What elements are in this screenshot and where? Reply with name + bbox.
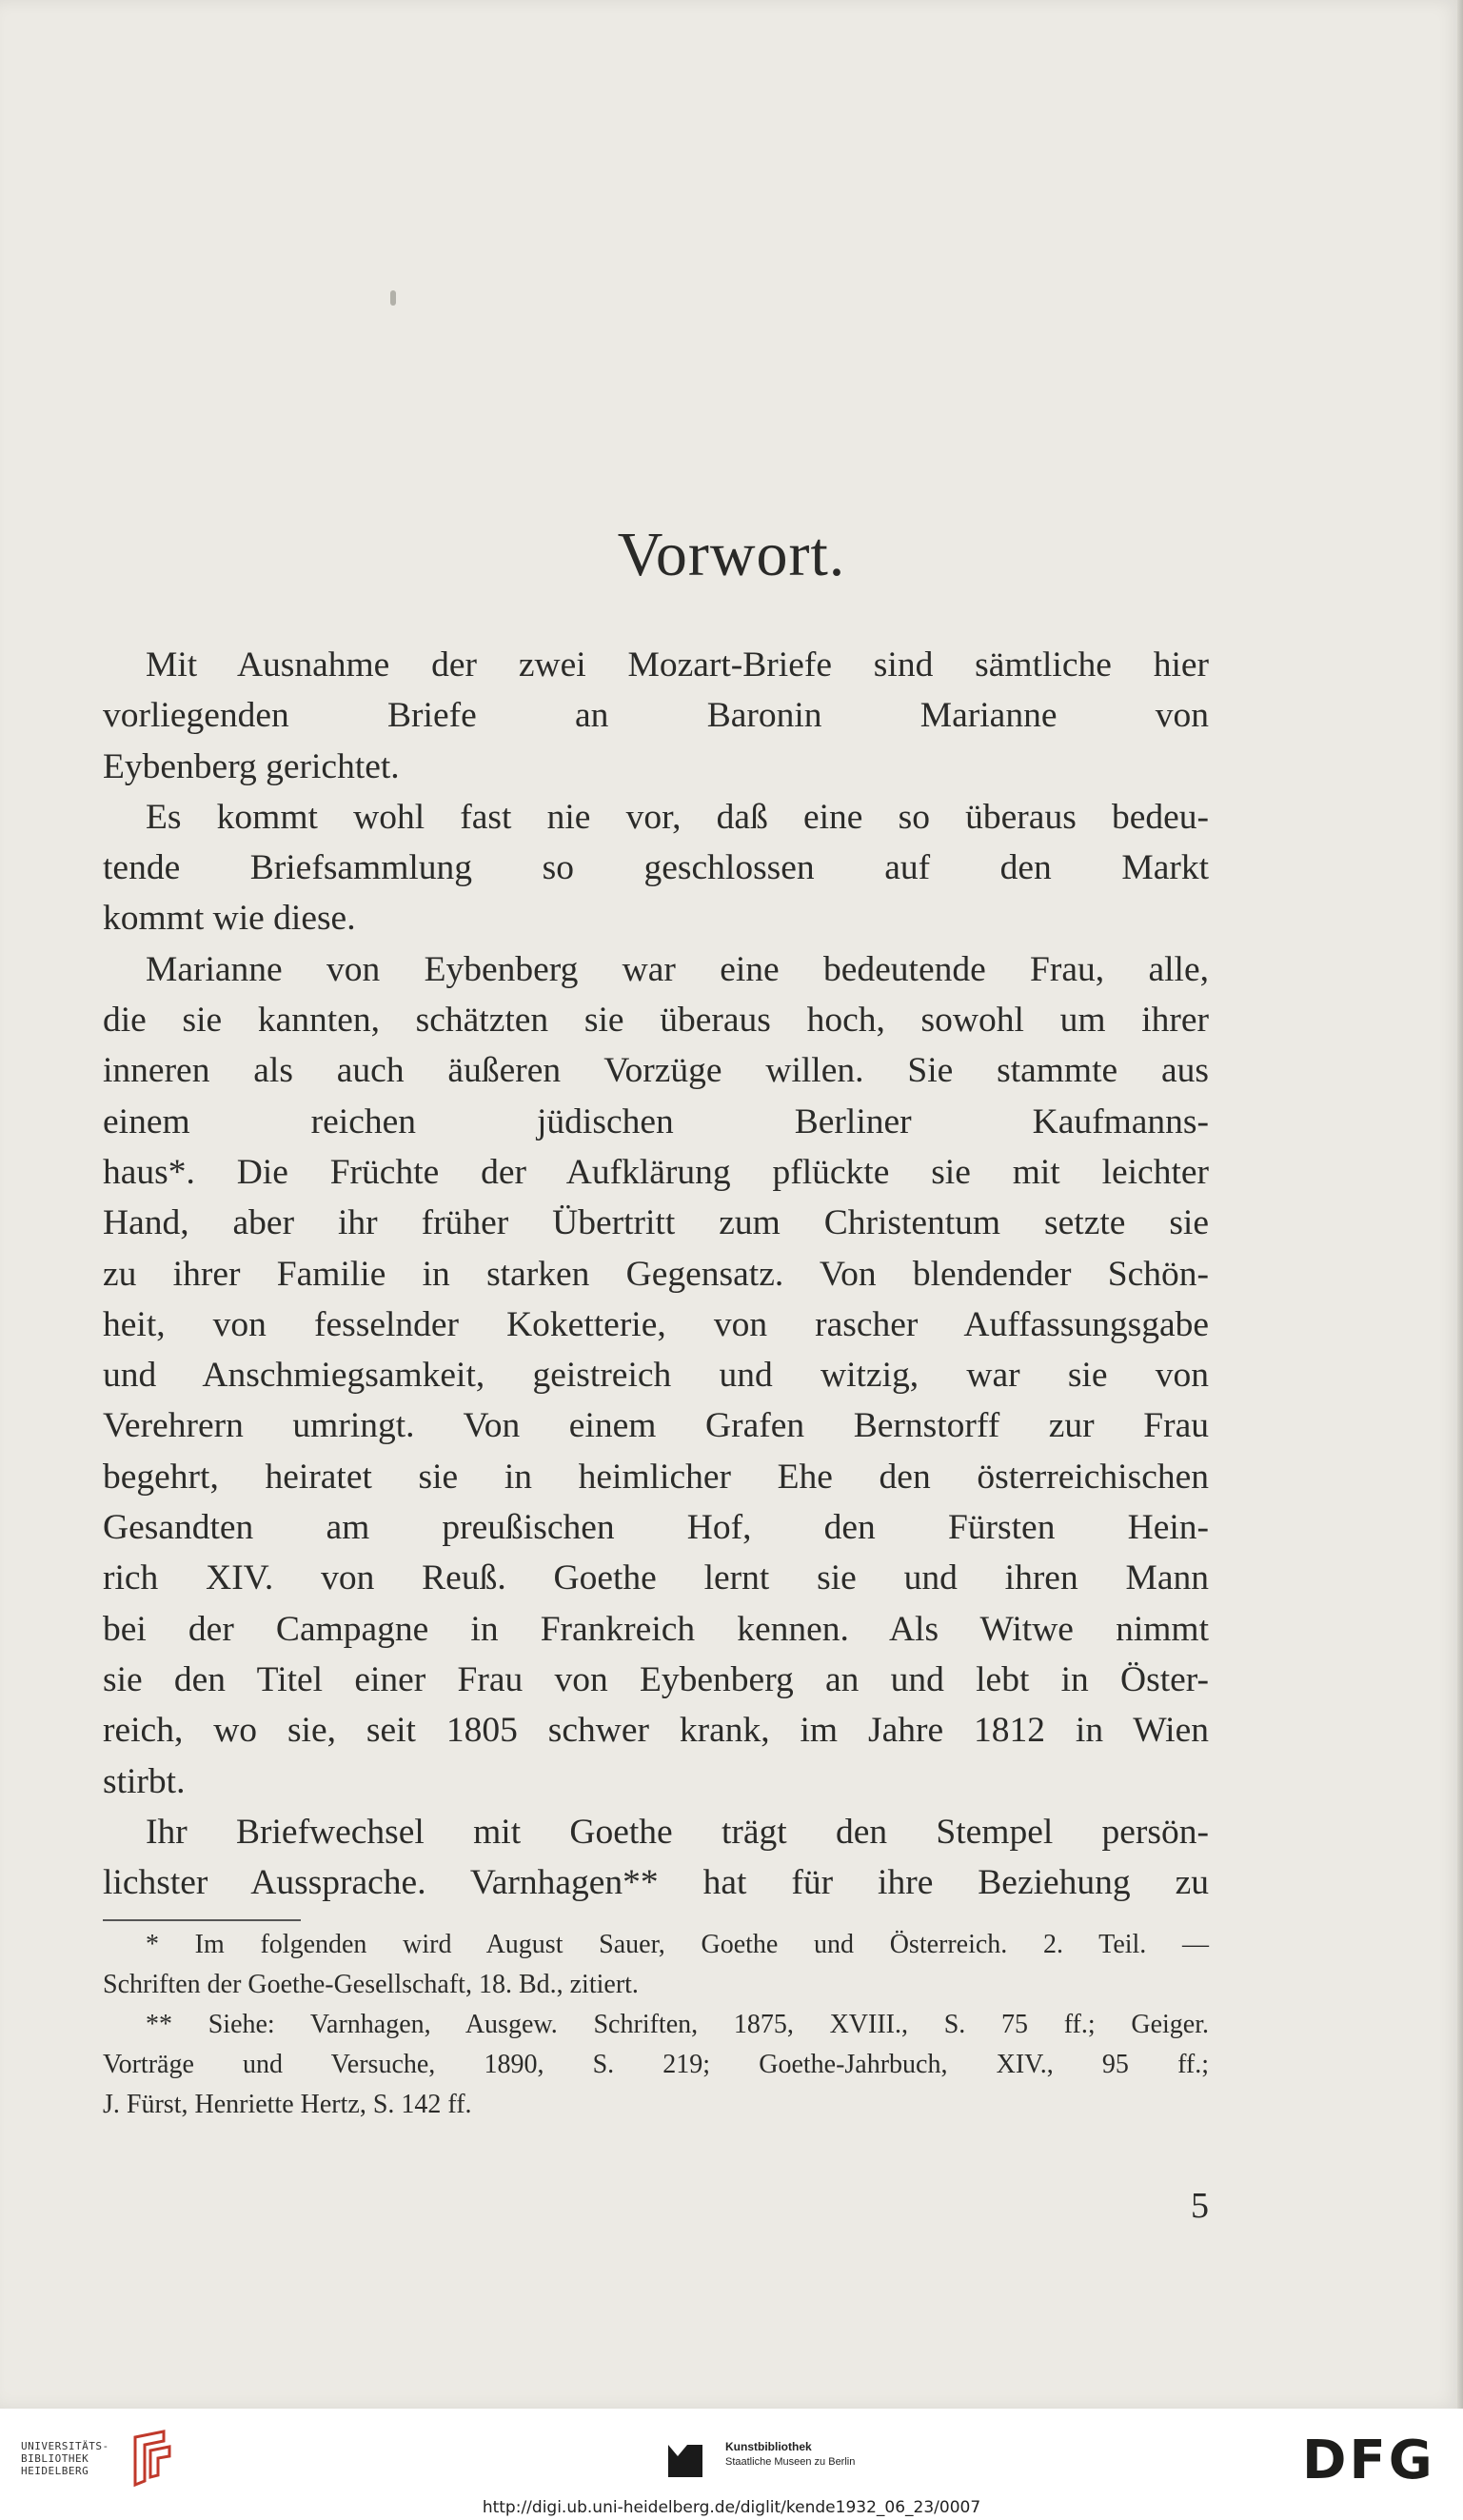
footnote-line: J. Fürst, Henriette Hertz, S. 142 ff.: [103, 2090, 472, 2119]
text-line: vorliegenden Briefe an Baronin Marianne von: [103, 696, 1209, 736]
text-line: kommt wie diese.: [103, 899, 356, 939]
text-line: einem reichen jüdischen Berliner Kaufmanns-: [103, 1101, 1209, 1141]
text-line: inneren als auch äußeren Vorzüge willen. Sie stammte aus: [103, 1051, 1209, 1091]
text-line: heit, von fesselnder Koketterie, von rascher Auffassungsgabe: [103, 1304, 1209, 1344]
text-line: haus*. Die Früchte der Aufklärung pflückte sie mit leichter: [103, 1152, 1209, 1192]
footnote-line: Schriften der Goethe-Gesellschaft, 18. Bd., zitiert.: [103, 1970, 639, 1999]
footnotes: [103, 1925, 1209, 2125]
text-line: Hand, aber ihr früher Übertritt zum Christentum setzte sie: [103, 1203, 1209, 1243]
dfg-logo: DFG: [1302, 2430, 1435, 2491]
text-line: sie den Titel einer Frau von Eybenberg an und lebt in Öster-: [103, 1659, 1209, 1699]
text-line: Verehrern umringt. Von einem Grafen Bernstorff zur Frau: [103, 1406, 1209, 1446]
text-line: begehrt, heiratet sie in heimlicher Ehe den österreichischen: [103, 1457, 1209, 1497]
text-line: bei der Campagne in Frankreich kennen. Als Witwe nimmt: [103, 1609, 1209, 1649]
university-library-label: [21, 2440, 109, 2477]
text-line: Es kommt wohl fast nie vor, daß eine so überaus bedeu-: [146, 797, 1209, 837]
kunstbibliothek-label: [725, 2439, 855, 2470]
text-line: Gesandten am preußischen Hof, den Fürsten Hein-: [103, 1508, 1209, 1548]
text-line: zu ihrer Familie in starken Gegensatz. Von blendender Schön-: [103, 1254, 1209, 1294]
text-line: lichster Aussprache. Varnhagen** hat für ihre Beziehung zu: [103, 1863, 1209, 1903]
footnote-line: Vorträge und Versuche, 1890, S. 219; Goethe-Jahrbuch, XIV., 95 ff.;: [103, 2050, 1209, 2079]
text-line: reich, wo sie, seit 1805 schwer krank, im Jahre 1812 in Wien: [103, 1711, 1209, 1751]
text-line: tende Briefsammlung so geschlossen auf den Markt: [103, 848, 1209, 888]
university-logo-icon: [126, 2428, 179, 2489]
kb-subtitle: Staatliche Museen zu Berlin: [725, 2456, 856, 2468]
text-line: Eybenberg gerichtet.: [103, 746, 400, 786]
footnote-line: * Im folgenden wird August Sauer, Goethe und Österreich. 2. Teil. —: [146, 1930, 1209, 1959]
text-line: rich XIV. von Reuß. Goethe lernt sie und ihren Mann: [103, 1558, 1209, 1598]
paper-speck: [390, 290, 396, 306]
footnote-line: ** Siehe: Varnhagen, Ausgew. Schriften, 1875, XVIII., S. 75 ff.; Geiger.: [146, 2010, 1209, 2039]
text-line: Mit Ausnahme der zwei Mozart-Briefe sind sämtliche hier: [146, 645, 1209, 685]
kb-title: Kunstbibliothek: [725, 2440, 812, 2453]
page-number: 5: [1191, 2186, 1209, 2226]
text-line: Ihr Briefwechsel mit Goethe trägt den Stempel persön-: [146, 1812, 1209, 1852]
page-edge-shadow: [1457, 0, 1463, 2409]
digitization-footer: [0, 2409, 1463, 2520]
source-url-link[interactable]: http://digi.ub.uni-heidelberg.de/diglit/kende1932_06_23/0007: [482, 2498, 981, 2517]
university-line: HEIDELBERG: [21, 2465, 89, 2477]
text-line: Marianne von Eybenberg war eine bedeutende Frau, alle,: [146, 949, 1209, 989]
kunstbibliothek-logo-icon: [666, 2439, 708, 2481]
university-line: BIBLIOTHEK: [21, 2452, 89, 2465]
footnote-divider: [103, 1919, 301, 1921]
text-line: stirbt.: [103, 1761, 186, 1801]
text-line: und Anschmiegsamkeit, geistreich und witzig, war sie von: [103, 1356, 1209, 1396]
text-line: die sie kannten, schätzten sie überaus hoch, sowohl um ihrer: [103, 1001, 1209, 1041]
body-text: [103, 640, 1209, 1908]
university-line: UNIVERSITÄTS-: [21, 2440, 109, 2452]
page-title: Vorwort.: [617, 520, 846, 589]
